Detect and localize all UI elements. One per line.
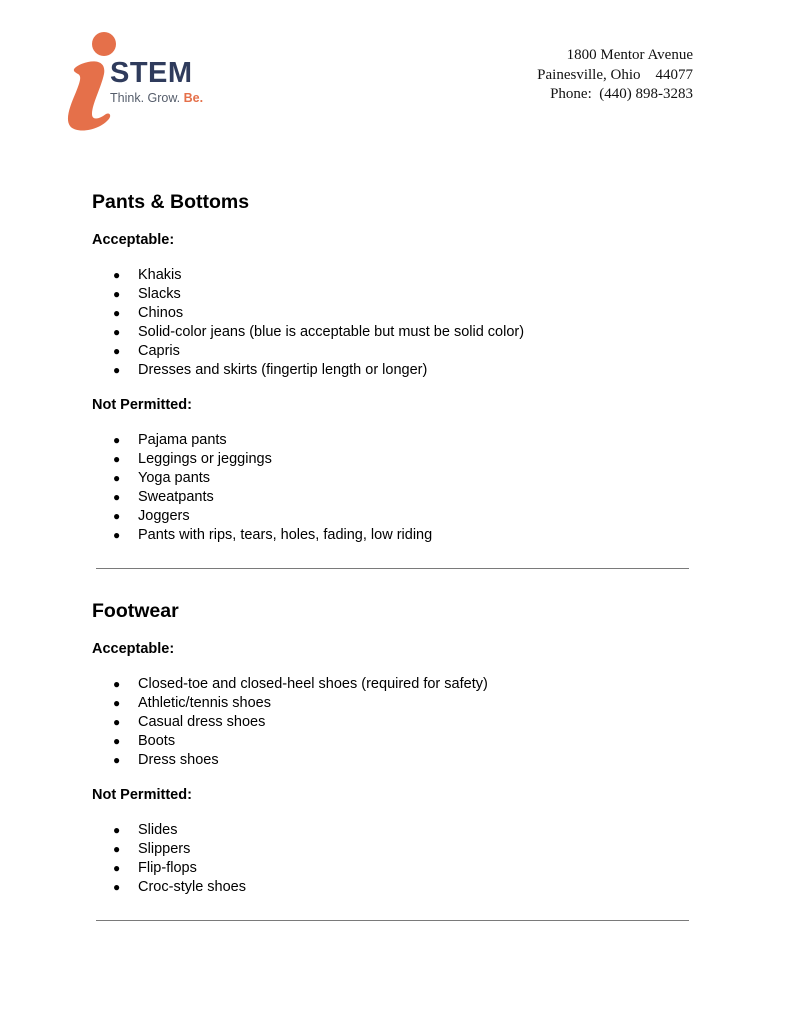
logo-brand-text: STEM [110,57,193,89]
address-block [537,46,693,105]
bullet-icon: ● [113,490,121,504]
bullet-icon: ● [113,677,121,691]
logo-tagline-prefix: Think. Grow. [110,91,184,105]
section-divider [96,568,689,569]
list-item: ● Khakis [113,267,182,283]
section-title: Footwear [92,600,179,622]
list-item: ● Solid-color jeans (blue is acceptable but must be solid color) [113,324,525,340]
address-street: 1800 Mentor Avenue [566,47,693,63]
list-item: ● Yoga pants [113,470,211,486]
list-item: ● Pants with rips, tears, holes, fading, low riding [113,527,433,543]
bullet-icon: ● [113,306,121,320]
bullet-icon: ● [113,842,121,856]
acceptable-list [92,675,702,770]
bullet-icon: ● [113,344,121,358]
bullet-icon: ● [113,325,121,339]
list-item: ● Slippers [113,841,191,857]
list-item: ● Athletic/tennis shoes [113,695,271,711]
not-permitted-list [92,821,702,897]
address-city: Painesville, Ohio 44077 [537,66,693,83]
list-item: ● Joggers [113,508,190,524]
bullet-icon: ● [113,823,121,837]
list-item: ● Capris [113,343,180,359]
list-item: ● Dresses and skirts (fingertip length or longer) [113,362,428,378]
list-item: ● Casual dress shoes [113,714,266,730]
list-item: ● Sweatpants [113,489,214,505]
bullet-icon: ● [113,753,121,767]
bullet-icon: ● [113,363,121,377]
bullet-icon: ● [113,880,121,894]
list-item: ● Chinos [113,305,184,321]
list-item: ● Leggings or jeggings [113,451,272,467]
list-item: ● Boots [113,733,176,749]
bullet-icon: ● [113,509,121,523]
list-item: ● Pajama pants [113,432,227,448]
section-title: Pants & Bottoms [92,191,250,213]
list-item: ● Slacks [113,286,181,302]
not-permitted-label: Not Permitted: [92,397,192,413]
not-permitted-label: Not Permitted: [92,787,192,803]
bullet-icon: ● [113,268,121,282]
acceptable-label: Acceptable: [92,641,175,657]
bullet-icon: ● [113,696,121,710]
list-item: ● Dress shoes [113,752,219,768]
bullet-icon: ● [113,861,121,875]
list-item: ● Slides [113,822,178,838]
list-item: ● Closed-toe and closed-heel shoes (required for safety) [113,676,488,692]
list-item: ● Croc-style shoes [113,879,246,895]
istem-logo [66,30,216,135]
address-phone: Phone: (440) 898-3283 [550,86,693,102]
bullet-icon: ● [113,433,121,447]
bullet-icon: ● [113,471,121,485]
not-permitted-list [92,431,702,545]
section-footwear [92,599,702,897]
bullet-icon: ● [113,287,121,301]
logo-tagline-emphasis: Be. [183,91,204,105]
bullet-icon: ● [113,734,121,748]
acceptable-list [92,266,702,380]
bullet-icon: ● [113,452,121,466]
acceptable-label: Acceptable: [92,232,175,248]
bullet-icon: ● [113,528,121,542]
logo-tagline [110,91,203,105]
bullet-icon: ● [113,715,121,729]
list-item: ● Flip-flops [113,860,197,876]
section-pants-bottoms [92,190,702,545]
section-divider [96,920,689,921]
